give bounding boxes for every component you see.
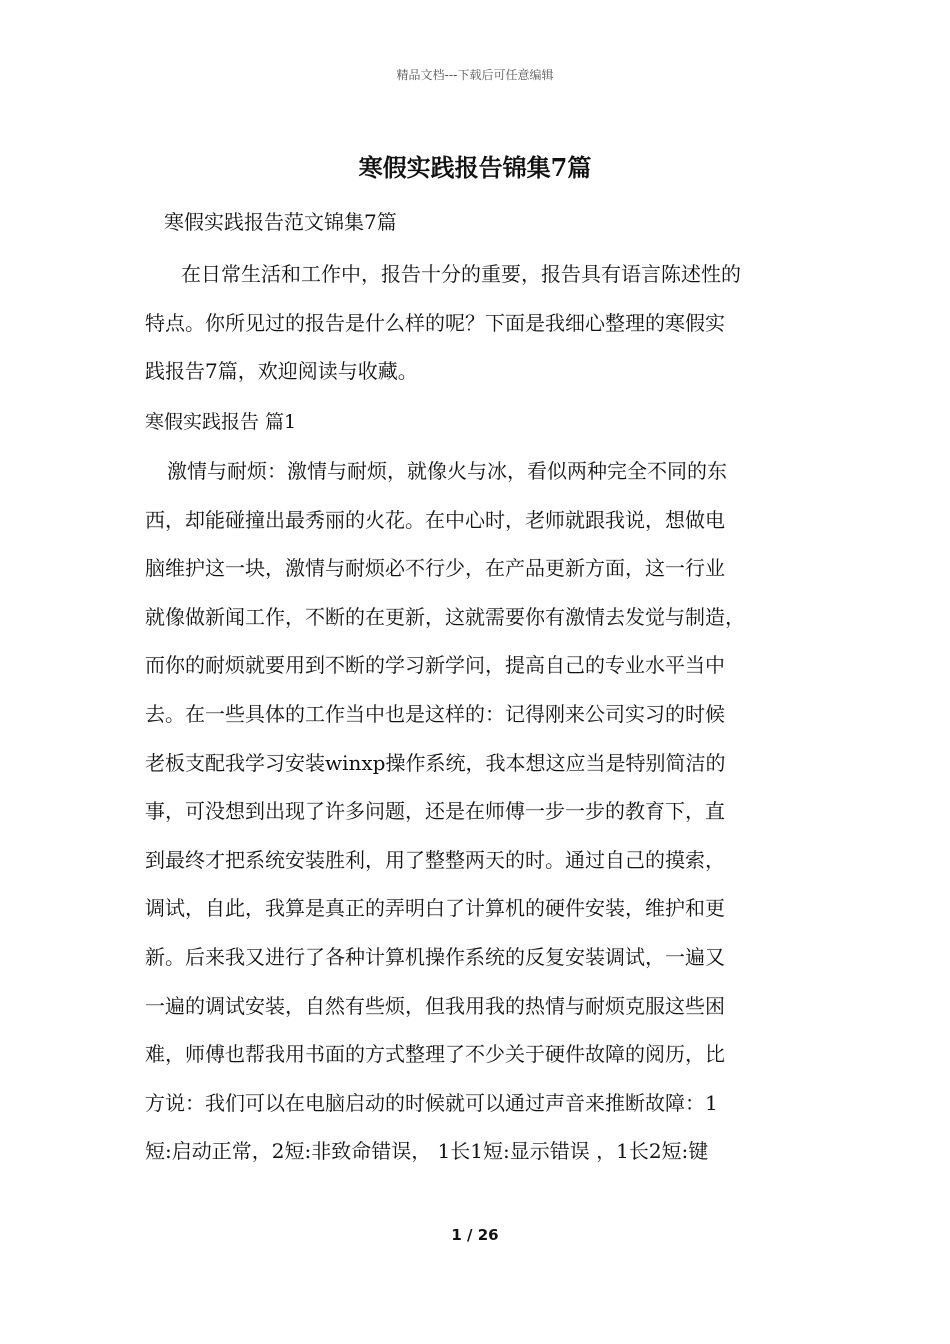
text-line: 一遍的调试安装，自然有些烦，但我用我的热情与耐烦克服这些困 <box>145 993 725 1018</box>
text-line: 调试，自此，我算是真正的弄明白了计算机的硬件安装，维护和更 <box>145 896 725 921</box>
text-line: 老板支配我学习安装winxp操作系统，我本想这应当是特别简洁的 <box>145 750 726 775</box>
page-header: 精品文档---下载后可任意编辑 <box>396 68 554 82</box>
text-line: 事，可没想到出现了许多问题，还是在师傅一步一步的教育下，直 <box>145 799 725 824</box>
text-line: 去。在一些具体的工作当中也是这样的：记得刚来公司实习的时候 <box>145 701 725 726</box>
text-line: 就像做新闻工作，不断的在更新，这就需要你有激情去发觉与制造， <box>145 604 745 629</box>
text-line: 到最终才把系统安装胜利，用了整整两天的时。通过自己的摸索， <box>145 847 725 872</box>
document-title: 寒假实践报告锦集7篇 <box>358 153 592 182</box>
intro-paragraph <box>145 250 815 396</box>
text-line: 难，师傅也帮我用书面的方式整理了不少关于硬件故障的阅历，比 <box>145 1042 725 1067</box>
text-line: 在日常生活和工作中，报告十分的重要，报告具有语言陈述性的 <box>181 262 741 286</box>
text-line: 短:启动正常，2短:非致命错误， 1长1短:显示错误 ，1长2短:键 <box>145 1139 709 1164</box>
page-number: 1 / 26 <box>451 1226 499 1244</box>
text-line: 新。后来我又进行了各种计算机操作系统的反复安装调试，一遍又 <box>145 944 725 969</box>
text-line: 而你的耐烦就要用到不断的学习新学问，提高自己的专业水平当中 <box>145 653 725 678</box>
text-line: 脑维护这一块，激情与耐烦必不行少，在产品更新方面，这一行业 <box>145 556 725 581</box>
section1-paragraph <box>145 447 815 1176</box>
text-line: 西，却能碰撞出最秀丽的火花。在中心时，老师就跟我说，想做电 <box>145 507 725 532</box>
section-heading: 寒假实践报告 篇1 <box>145 411 297 433</box>
text-line: 践报告7篇，欢迎阅读与收藏。 <box>145 359 418 384</box>
document-subtitle: 寒假实践报告范文锦集7篇 <box>164 210 397 234</box>
text-line: 激情与耐烦：激情与耐烦，就像火与冰，看似两种完全不同的东 <box>167 459 727 483</box>
text-line: 特点。你所见过的报告是什么样的呢？下面是我细心整理的寒假实 <box>145 310 725 335</box>
text-line: 方说：我们可以在电脑启动的时候就可以通过声音来推断故障：1 <box>145 1090 718 1115</box>
